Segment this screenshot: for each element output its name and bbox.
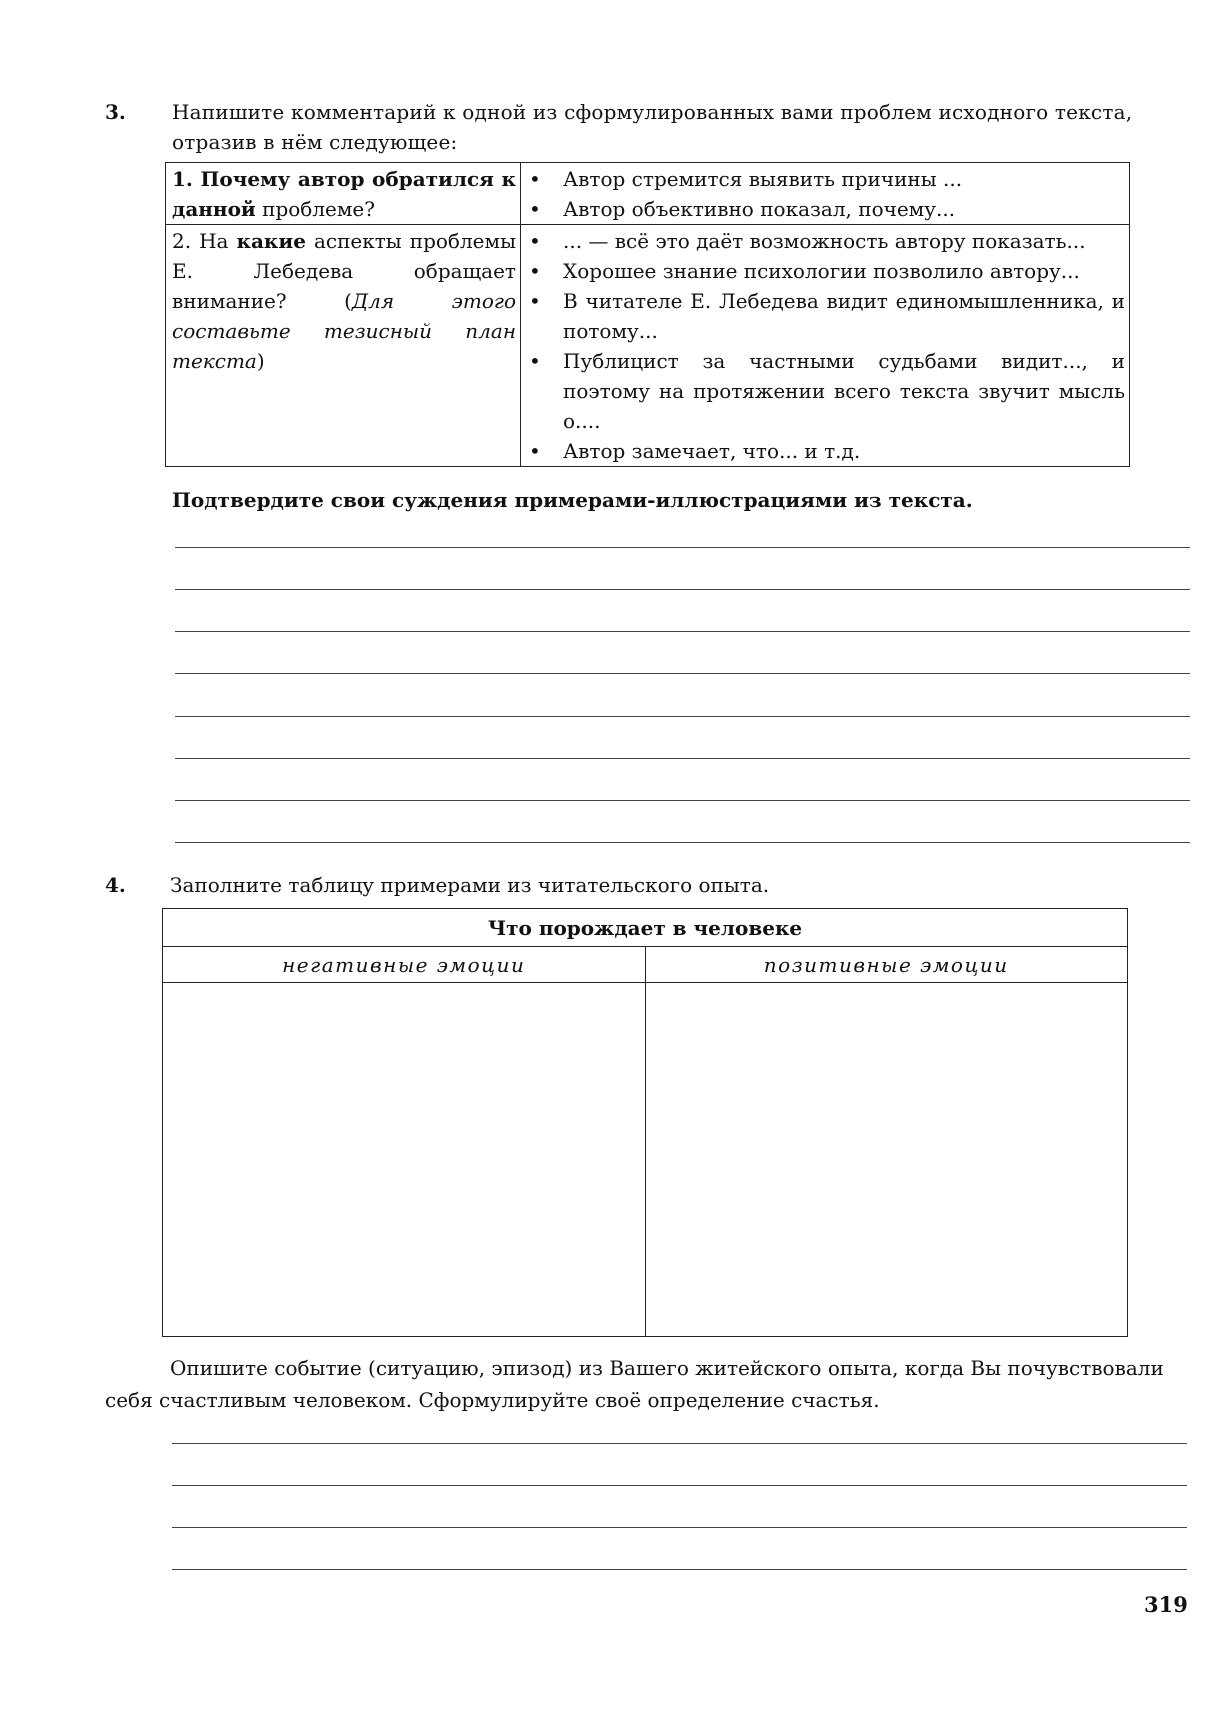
- positive-emotions-header: позитивные эмоции: [645, 947, 1128, 983]
- question-1-bold: 1. Почему автор обратился к данной: [172, 167, 516, 221]
- answer-cell-2: [521, 225, 1130, 467]
- question-2-prefix: 2. На: [172, 229, 237, 253]
- question-2-italic: Для этого составьте тезисный план текста: [172, 289, 517, 373]
- question-cell-1: [166, 163, 521, 225]
- negative-emotions-cell[interactable]: [163, 983, 646, 1337]
- table-row: [163, 947, 1128, 983]
- negative-emotions-header: негативные эмоции: [163, 947, 646, 983]
- answer-line[interactable]: [175, 547, 1190, 548]
- positive-emotions-cell[interactable]: [645, 983, 1128, 1337]
- answer-line[interactable]: [175, 631, 1190, 632]
- answer-cell-1: [521, 163, 1130, 225]
- table-row: [163, 983, 1128, 1337]
- answer-line[interactable]: [175, 716, 1190, 717]
- task-3-number: 3.: [105, 100, 126, 124]
- list-item: • Публицист за частными судьбами видит..., и поэтому на протяжении всего текста звучит мысль о....: [521, 346, 1125, 436]
- answer-line[interactable]: [175, 842, 1190, 843]
- question-2-bold: какие: [236, 229, 306, 253]
- answer-list-2: [521, 226, 1125, 466]
- answer-line[interactable]: [175, 589, 1190, 590]
- task-4-instruction: Заполните таблицу примерами из читательского опыта.: [170, 873, 770, 897]
- table-row: [163, 909, 1128, 947]
- answer-line[interactable]: [175, 800, 1190, 801]
- answer-line[interactable]: [175, 758, 1190, 759]
- happiness-instruction: Опишите событие (ситуацию, эпизод) из Вашего житейского опыта, когда Вы почувствовали себя счастливым человеком. Сформулируйте своё определение счастья.: [105, 1356, 1164, 1412]
- task-3-instruction: Напишите комментарий к одной из сформулированных вами проблем исходного текста, отразив в нём следующее:: [172, 100, 1133, 154]
- confirm-instruction: Подтвердите свои суждения примерами-иллюстрациями из текста.: [172, 488, 973, 512]
- answer-line[interactable]: [172, 1443, 1187, 1444]
- answer-line[interactable]: [172, 1569, 1187, 1570]
- answer-line[interactable]: [172, 1485, 1187, 1486]
- task-4-number: 4.: [105, 873, 126, 897]
- list-item: • Хорошее знание психологии позволило автору...: [521, 256, 1125, 286]
- question-2-mid: аспекты проблемы Е. Лебедева обращает внимание? (: [172, 229, 516, 313]
- commentary-table: [165, 162, 1130, 467]
- question-1-rest: проблеме?: [255, 197, 375, 221]
- list-item: • Автор стремится выявить причины ...: [521, 164, 1125, 194]
- answer-list-1: [521, 164, 1125, 224]
- page-number: 319: [1144, 1592, 1188, 1617]
- answer-line[interactable]: [175, 673, 1190, 674]
- emotions-table-header: Что порождает в человеке: [163, 909, 1128, 947]
- answer-line[interactable]: [172, 1527, 1187, 1528]
- question-2-end: ): [256, 349, 265, 373]
- table-row: [166, 163, 1130, 225]
- question-cell-2: [166, 225, 521, 467]
- list-item: • В читателе Е. Лебедева видит единомышленника, и потому...: [521, 286, 1125, 346]
- list-item: • ... — всё это даёт возможность автору показать...: [521, 226, 1125, 256]
- emotions-table: [162, 908, 1128, 1337]
- list-item: • Автор замечает, что... и т.д.: [521, 436, 1125, 466]
- list-item: • Автор объективно показал, почему...: [521, 194, 1125, 224]
- table-row: [166, 225, 1130, 467]
